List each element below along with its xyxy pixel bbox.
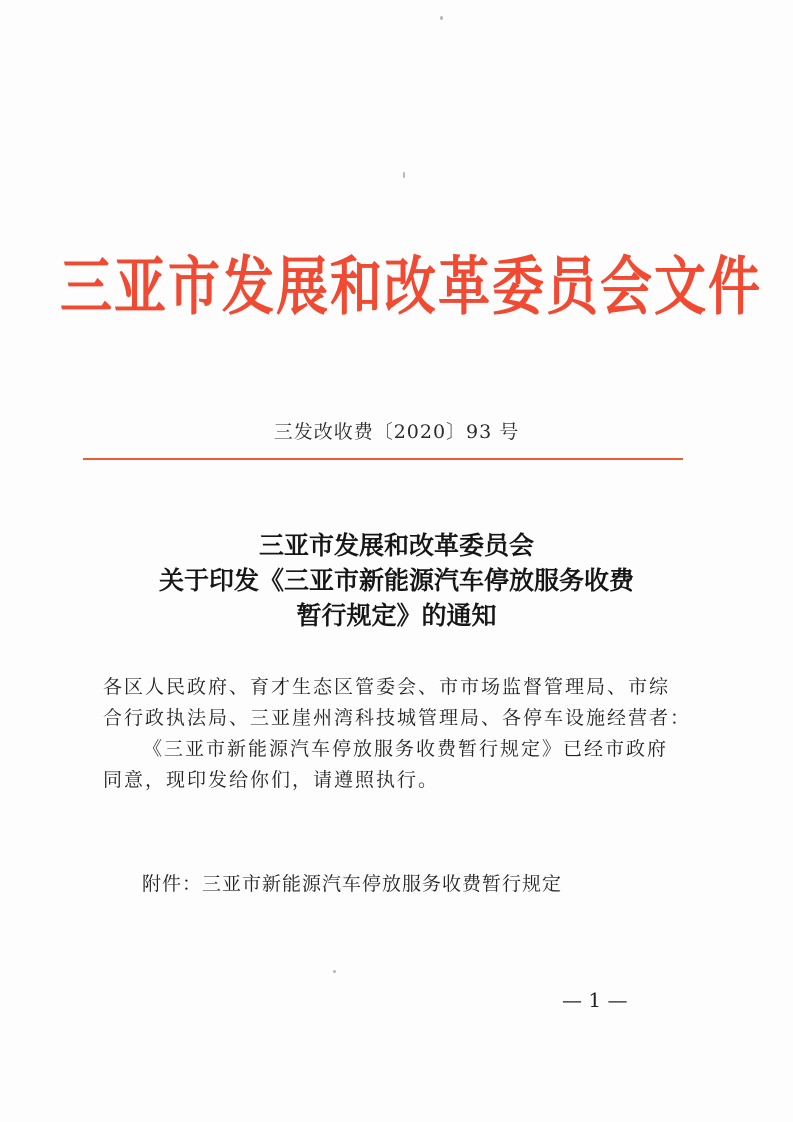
notice-title-line: 关于印发《三亚市新能源汽车停放服务收费 [158, 566, 634, 595]
document-number: 三发改收费〔2020〕93 号 [273, 421, 520, 443]
scan-speck [333, 970, 336, 973]
notice-title [60, 528, 733, 633]
notice-title-line: 暂行规定》的通知 [296, 601, 497, 630]
recipients-line: 各区人民政府、育才生态区管委会、市市场监督管理局、市综 [103, 676, 671, 698]
body-paragraph-line: 同意，现印发给你们，请遵照执行。 [103, 769, 440, 791]
notice-body [103, 672, 693, 796]
red-separator-line [83, 458, 683, 460]
notice-title-line: 三亚市发展和改革委员会 [258, 531, 534, 560]
body-paragraph-line: 《三亚市新能源汽车停放服务收费暂行规定》已经市政府 [143, 738, 669, 760]
page-number: — 1 — [562, 988, 628, 1012]
issuer-header-title: 三亚市发展和改革委员会文件 [60, 249, 763, 325]
scan-speck [440, 16, 443, 20]
scan-speck [403, 172, 405, 178]
recipients-line: 合行政执法局、三亚崖州湾科技城管理局、各停车设施经营者： [103, 707, 692, 729]
attachment-line: 附件：三亚市新能源汽车停放服务收费暂行规定 [142, 873, 563, 895]
